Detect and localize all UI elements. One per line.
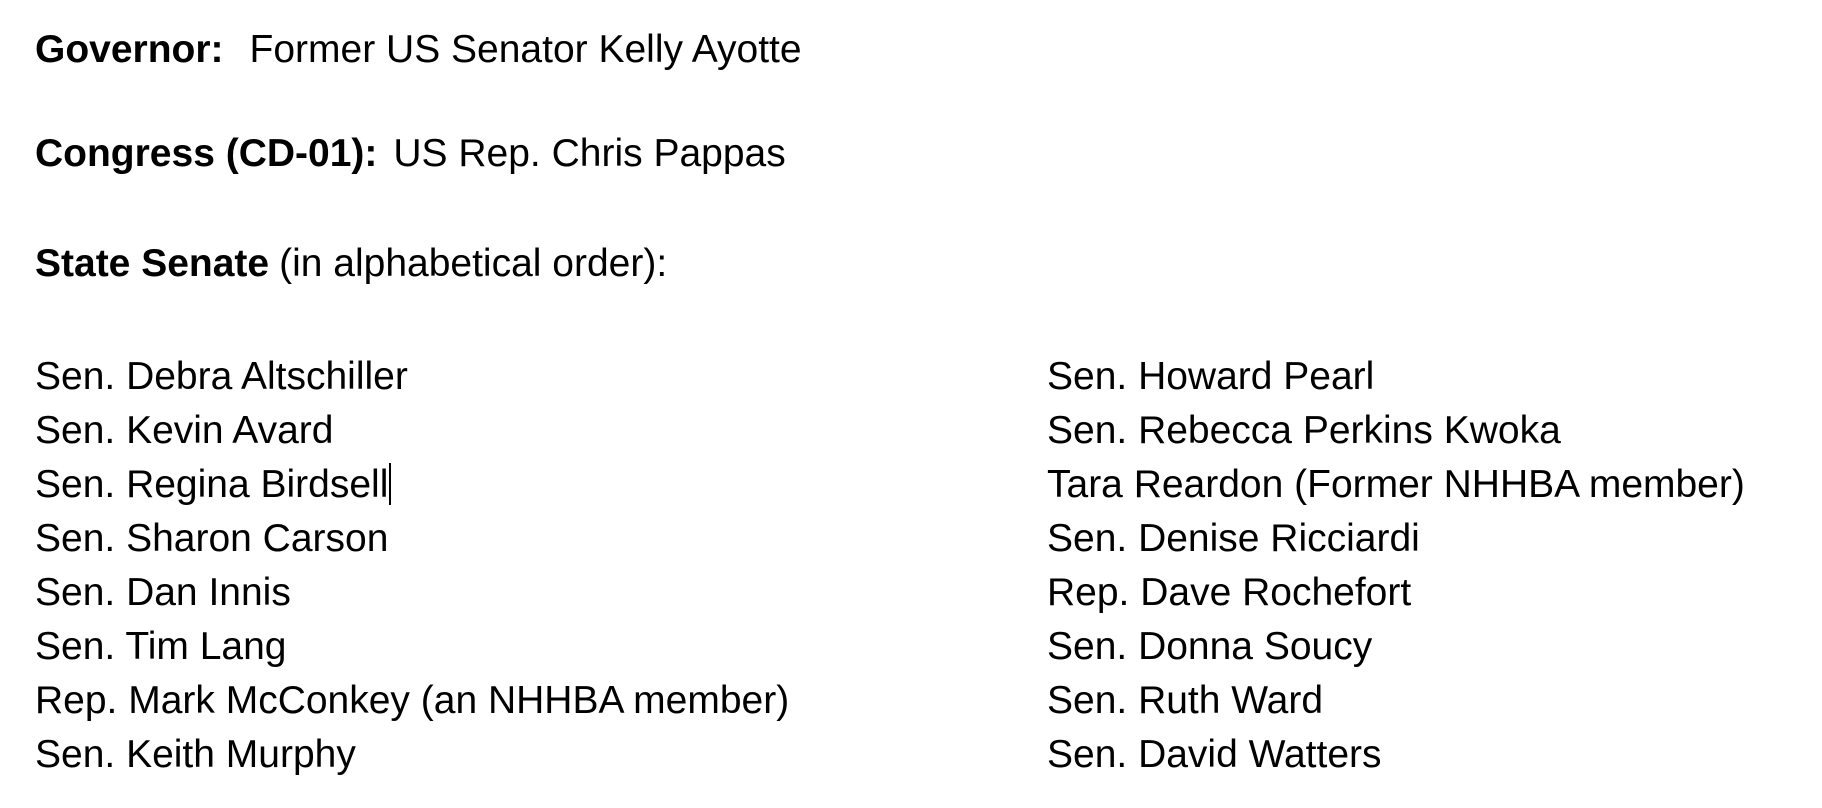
state-senate-label: State Senate <box>35 242 270 285</box>
list-item: Sen. Regina Birdsell <box>35 458 835 512</box>
congress-line <box>35 130 786 178</box>
governor-line <box>35 26 802 74</box>
list-item: Sen. Tim Lang <box>35 625 287 668</box>
list-item: Sen. Howard Pearl <box>1047 355 1375 398</box>
list-item: Sen. Kevin Avard <box>35 409 334 452</box>
list-item: Sen. Ruth Ward <box>1047 679 1324 722</box>
document-page[interactable] <box>35 0 1815 808</box>
state-senate-note: (in alphabetical order): <box>279 242 668 285</box>
governor-value: Former US Senator Kelly Ayotte <box>249 28 802 71</box>
list-item: Rep. Dave Rochefort <box>1047 571 1412 614</box>
senate-list-right <box>1047 350 1822 782</box>
list-item: Sen. Rebecca Perkins Kwoka <box>1047 409 1561 452</box>
governor-label: Governor: <box>35 28 224 71</box>
list-item: Sen. David Watters <box>1047 733 1382 776</box>
senate-list-left <box>35 350 835 782</box>
list-item: Sen. Keith Murphy <box>35 733 356 776</box>
text-cursor <box>389 463 391 505</box>
list-item: Sen. Debra Altschiller <box>35 355 408 398</box>
list-item: Sen. Denise Ricciardi <box>1047 517 1420 560</box>
congress-value: US Rep. Chris Pappas <box>393 132 786 175</box>
state-senate-heading <box>35 240 667 288</box>
list-item: Tara Reardon (Former NHHBA member) <box>1047 463 1745 506</box>
congress-label: Congress (CD-01): <box>35 132 378 175</box>
list-item: Sen. Sharon Carson <box>35 517 389 560</box>
list-item: Sen. Dan Innis <box>35 571 291 614</box>
list-item: Sen. Donna Soucy <box>1047 625 1373 668</box>
list-item: Rep. Mark McConkey (an NHHBA member) <box>35 679 790 722</box>
